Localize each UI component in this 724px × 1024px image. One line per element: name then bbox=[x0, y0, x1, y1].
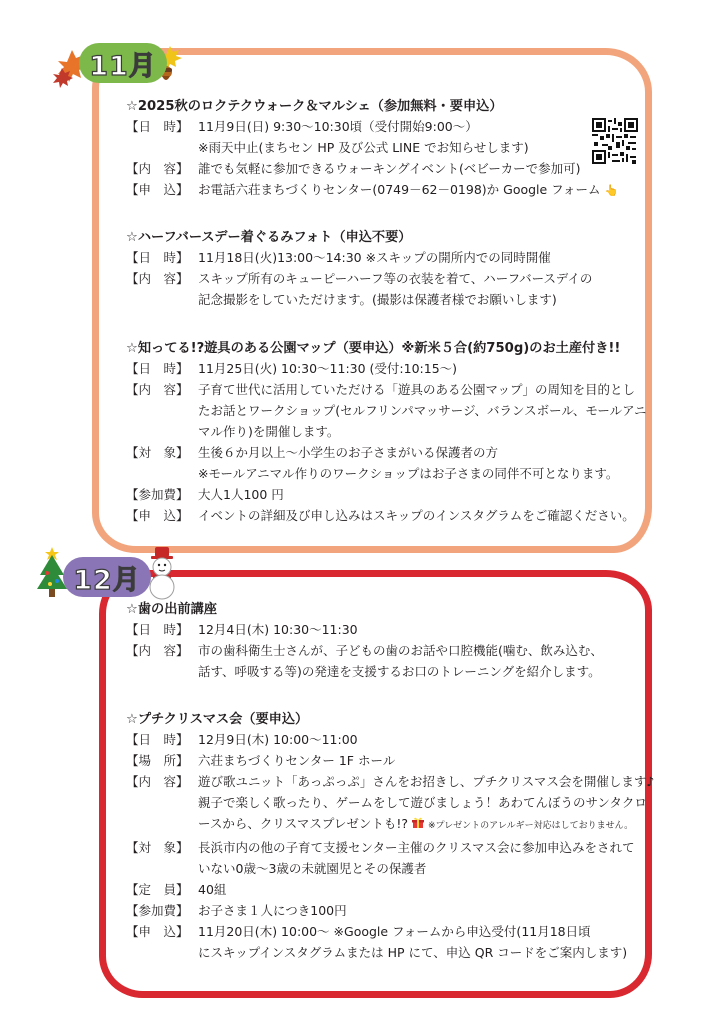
event-row-datetime: 【日 時】 12月9日(木) 10:00～11:00 bbox=[126, 732, 358, 747]
event-row-content: 【内 容】 子育て世代に活用していただける「遊具のある公園マップ」の周知を目的とし たお話とワークショップ(セルフリンパマッサージ、バランスボール、モールアニ マル作り)を開催します。 bbox=[126, 382, 647, 439]
event-row-fee: 【参加費】 お子さま１人につき100円 bbox=[126, 903, 347, 918]
event-row-datetime: 【日 時】 11月9日(日) 9:30～10:30頃（受付開始9:00～） ※雨天中止(まちセン HP 及び公式 LINE でお知らせします) bbox=[126, 119, 529, 155]
event-half-birthday-photo bbox=[126, 229, 636, 310]
event-row-datetime: 【日 時】 12月4日(木) 10:30～11:30 bbox=[126, 622, 358, 637]
event-row-fee: 【参加費】 大人1人100 円 bbox=[126, 487, 284, 502]
december-badge: 12月 bbox=[63, 557, 151, 597]
event-row-apply: 【申 込】 イベントの詳細及び申し込みはスキップのインスタグラムをご確認ください。 bbox=[126, 508, 635, 523]
event-row-apply: 【申 込】 11月20日(木) 10:00～ ※Google フォームから申込受付(11月18日頃 にスキップインスタグラムまたは HP にて、申込 QR コードをご案内します) bbox=[126, 924, 628, 960]
event-row-target: 【対 象】 長浜市内の他の子育て支援センター主催のクリスマス会に参加申込みをされて いない0歳～3歳の未就園児とその保護者 bbox=[126, 840, 635, 876]
event-row-datetime: 【日 時】 11月18日(火)13:00～14:30 ※スキップの開所内での同時開催 bbox=[126, 250, 551, 265]
event-row-datetime: 【日 時】 11月25日(火) 10:30～11:30 (受付:10:15～) bbox=[126, 361, 458, 376]
event-title: ☆2025秋のロクテクウォーク＆マルシェ（参加無料・要申込） bbox=[126, 99, 503, 114]
event-row-place: 【場 所】 六荘まちづくりセンター 1F ホール bbox=[126, 753, 396, 768]
event-row-target: 【対 象】 生後６か月以上～小学生のお子さまがいる保護者の方 ※モールアニマル作りのワークショップはお子さまの同伴不可となります。 bbox=[126, 445, 619, 481]
snowman-icon bbox=[145, 545, 181, 601]
gift-icon bbox=[412, 817, 424, 829]
event-row-content: 【内 容】 遊び歌ユニット「あっぷっぷ」さんをお招きし、プチクリスマス会を開催します♪ 親子で楽しく歌ったり、ゲームをして遊びましょう！あわてんぼうのサンタクロ ースから、クリスマスプレゼントも!? ※プレゼントのアレルギー対応はしておりません。 bbox=[126, 774, 655, 831]
event-title: ☆ハーフバースデー着ぐるみフォト（申込不要） bbox=[126, 230, 412, 245]
event-title: ☆知ってる!?遊具のある公園マップ（要申込）※新米５合(約750g)のお土産付き!! bbox=[126, 341, 621, 356]
event-row-capacity: 【定 員】 40組 bbox=[126, 882, 227, 897]
event-row-apply: 【申 込】 お電話六荘まちづくりセンター(0749－62－0198)か Google フォーム 👆 bbox=[126, 182, 619, 197]
allergy-note: ※プレゼントのアレルギー対応はしておりません。 bbox=[428, 821, 634, 831]
event-row-content: 【内 容】 スキップ所有のキューピーハーフ等の衣装を着て、ハーフバースデイの 記念撮影をしていただけます。(撮影は保護者様でお願いします) bbox=[126, 271, 593, 307]
event-title: ☆歯の出前講座 bbox=[126, 602, 217, 617]
event-title: ☆プチクリスマス会（要申込） bbox=[126, 712, 309, 727]
event-park-map bbox=[126, 340, 647, 526]
november-badge: 11月 bbox=[79, 43, 167, 83]
event-row-content: 【内 容】 市の歯科衛生士さんが、子どもの歯のお話や口腔機能(噛む、飲み込む、 話す、呼吸する等)の発達を支援するお口のトレーニングを紹介します。 bbox=[126, 643, 603, 679]
pointing-hand-icon: 👆 bbox=[604, 184, 619, 197]
event-christmas-party bbox=[126, 711, 655, 963]
event-autumn-walk bbox=[126, 98, 636, 201]
event-row-content: 【内 容】 誰でも気軽に参加できるウォーキングイベント(ベビーカーで参加可) bbox=[126, 161, 581, 176]
event-dental-lecture bbox=[126, 601, 636, 682]
